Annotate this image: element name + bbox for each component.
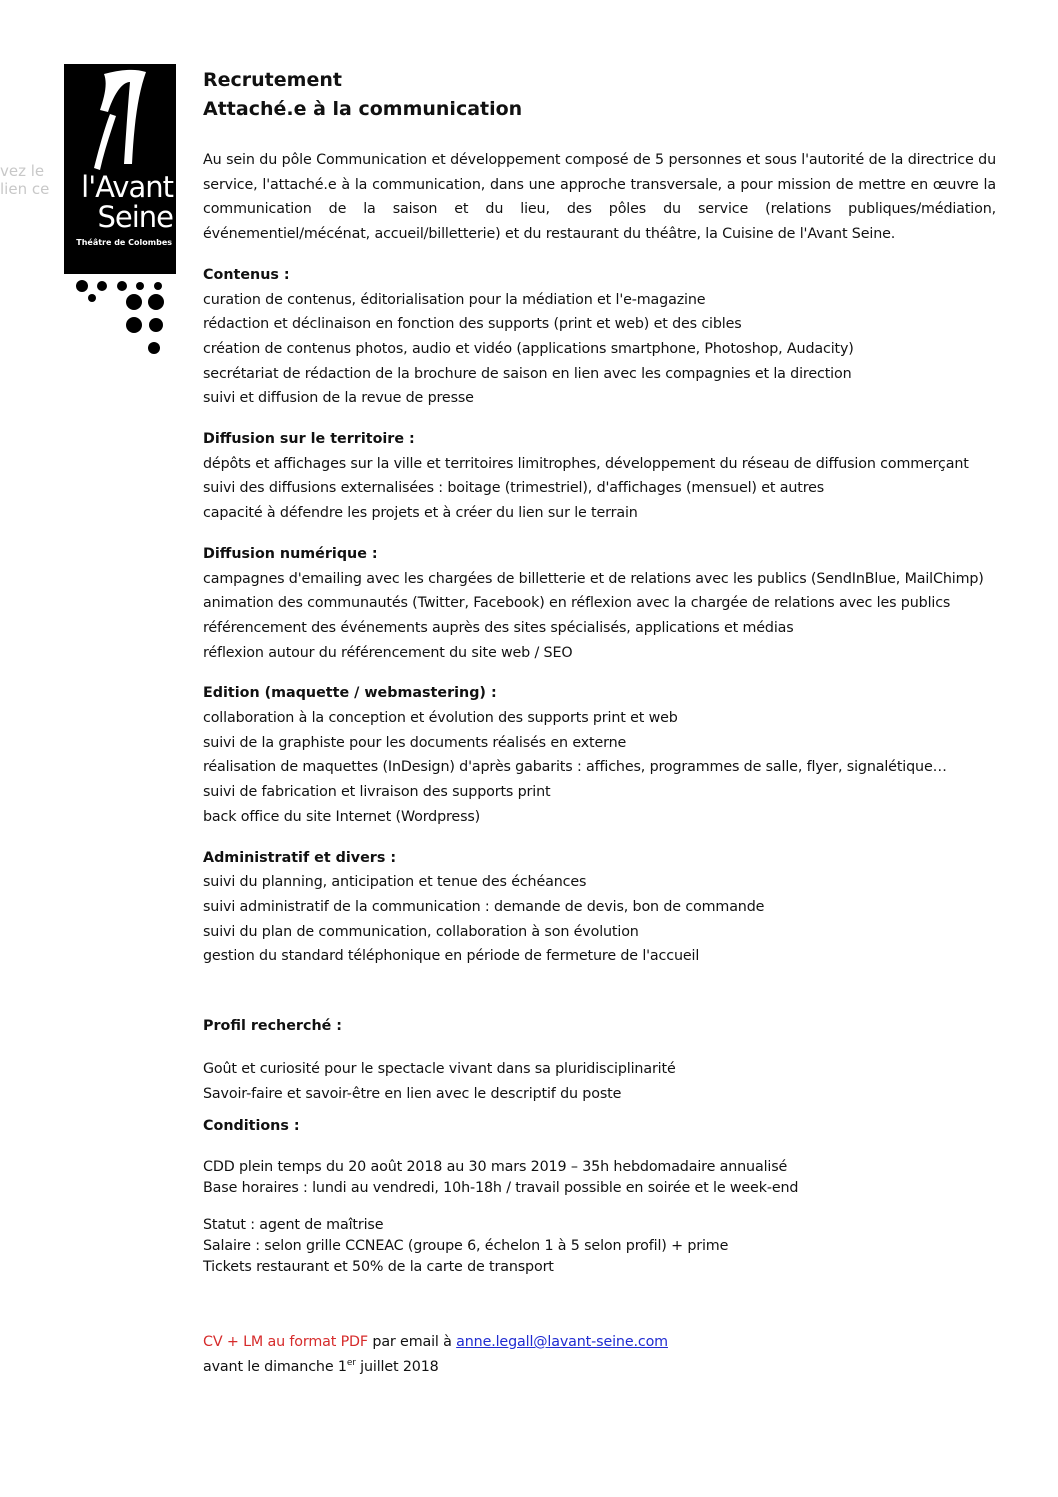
list-item: curation de contenus, éditorialisation pour la médiation et l'e-magazine: [203, 291, 706, 308]
list-item: création de contenus photos, audio et vidéo (applications smartphone, Photoshop, Audacity): [203, 340, 854, 357]
logo-line1: l'Avant: [81, 170, 173, 204]
profile-line: Goût et curiosité pour le spectacle vivant dans sa pluridisciplinarité: [203, 1060, 676, 1077]
section-diffusion-territoire: [203, 427, 996, 526]
list-item: suivi de la graphiste pour les documents réalisés en externe: [203, 734, 627, 751]
list-item: rédaction et déclinaison en fonction des supports (print et web) et des cibles: [203, 316, 742, 333]
application-middle: par email à: [368, 1333, 457, 1350]
deadline-line: [203, 1353, 996, 1378]
list-item: gestion du standard téléphonique en période de fermeture de l'accueil: [203, 948, 700, 965]
list-item: capacité à défendre les projets et à créer du lien sur le terrain: [203, 505, 638, 522]
conditions-line: Salaire : selon grille CCNEAC (groupe 6, échelon 1 à 5 selon profil) + prime: [203, 1237, 729, 1254]
list-item: animation des communautés (Twitter, Facebook) en réflexion avec la chargée de relations avec les publics: [203, 595, 951, 612]
main-content: [203, 66, 996, 1378]
deadline-sup: er: [346, 1357, 356, 1368]
application-line: [203, 1332, 996, 1353]
section-heading: Edition (maquette / webmastering) :: [203, 685, 497, 702]
logo-line2: Seine: [97, 200, 173, 234]
section-contenus: [203, 263, 996, 411]
profile-heading: Profil recherché :: [203, 1018, 343, 1035]
list-item: réflexion autour du référencement du site web / SEO: [203, 644, 573, 661]
section-administratif: [203, 846, 996, 970]
conditions-line: Tickets restaurant et 50% de la carte de transport: [203, 1258, 554, 1275]
conditions-line: Base horaires : lundi au vendredi, 10h-18h / travail possible en soirée et le week-end: [203, 1179, 799, 1196]
conditions-heading: Conditions :: [203, 1118, 300, 1135]
logo-dots-icon: [64, 232, 176, 358]
list-item: suivi des diffusions externalisées : boitage (trimestriel), d'affichages (mensuel) et autres: [203, 480, 825, 497]
section-heading: Diffusion sur le territoire :: [203, 431, 415, 448]
list-item: collaboration à la conception et évolution des supports print et web: [203, 710, 678, 727]
page-title-line2: Attaché.e à la communication: [203, 98, 523, 120]
logo-brush-mark-icon: [64, 64, 176, 184]
ghost-text: vez le lien ce: [0, 162, 50, 198]
deadline-prefix: avant le dimanche 1: [203, 1358, 347, 1375]
list-item: réalisation de maquettes (InDesign) d'après gabarits : affiches, programmes de salle, flyer, signalétique…: [203, 759, 947, 776]
list-item: suivi du plan de communication, collaboration à son évolution: [203, 923, 639, 940]
list-item: suivi du planning, anticipation et tenue des échéances: [203, 874, 587, 891]
list-item: référencement des événements auprès des sites spécialisés, applications et médias: [203, 619, 794, 636]
list-item: suivi et diffusion de la revue de presse: [203, 390, 474, 407]
section-diffusion-numerique: [203, 542, 996, 666]
list-item: secrétariat de rédaction de la brochure de saison en lien avec les compagnies et la direction: [203, 365, 852, 382]
list-item: suivi administratif de la communication : demande de devis, bon de commande: [203, 898, 765, 915]
list-item: dépôts et affichages sur la ville et territoires limitrophes, développement du réseau de diffusion commerçant: [203, 455, 969, 472]
logo-line3: Théâtre de Colombes: [76, 238, 172, 247]
list-item: suivi de fabrication et livraison des supports print: [203, 784, 551, 801]
section-heading: Administratif et divers :: [203, 849, 397, 866]
deadline-suffix: juillet 2018: [355, 1358, 439, 1375]
profile-line: Savoir-faire et savoir-être en lien avec le descriptif du poste: [203, 1085, 622, 1102]
section-heading: Diffusion numérique :: [203, 545, 378, 562]
conditions-line: Statut : agent de maîtrise: [203, 1216, 384, 1233]
application-format: CV + LM au format PDF: [203, 1333, 368, 1350]
list-item: back office du site Internet (Wordpress): [203, 808, 481, 825]
list-item: campagnes d'emailing avec les chargées de billetterie et de relations avec les publics (SendInBlue, MailChimp): [203, 570, 984, 587]
page-title-line1: Recrutement: [203, 69, 342, 91]
section-edition: [203, 681, 996, 829]
intro-paragraph: Au sein du pôle Communication et développement composé de 5 personnes et sous l'autorité de la directrice du service, l'attaché.e à la communication, dans une approche transversale, a pour mission de mettre en œuvre la communication de la saison et du lieu, des pôles du service (relations publiques/médiation, événementiel/mécénat, accueil/billetterie) et du restaurant du théâtre, la Cuisine de l'Avant Seine.: [203, 152, 996, 243]
section-heading: Contenus :: [203, 266, 290, 283]
contact-email-link[interactable]: anne.legall@lavant-seine.com: [456, 1333, 668, 1350]
conditions-line: CDD plein temps du 20 août 2018 au 30 mars 2019 – 35h hebdomadaire annualisé: [203, 1158, 788, 1175]
